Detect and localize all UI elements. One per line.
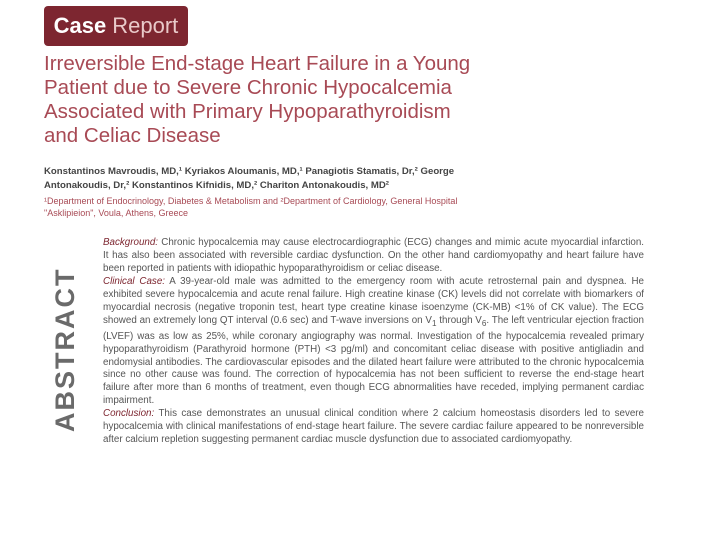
badge-word-report: Report bbox=[112, 13, 179, 38]
clinical-case-text-a: A 39-year-old male was admitted to the emergency room with acute retrosternal pain and dyspnea. He exhibited severe hypocalcemia and acute renal failure. High creatine kinase (CK) levels did not correlate with biomarkers of myocardial necrosis (negative troponin test, heart type creatine kinase isoenzyme (CK-MB) <1% of CK value). The ECG showed an extremely long QT interval (0.6 sec) and T-wave inversions on V bbox=[103, 275, 644, 326]
background-text: Chronic hypocalcemia may cause electrocardiographic (ECG) changes and mimic acute myocardial infarction. It has also been associated with reversible cardiac dysfunction. On the other hand cardiomyopathy and heart failure have been reported in patients with idiopathic hypoparathyroidism or celiac disease. bbox=[103, 237, 644, 274]
conclusion-label: Conclusion: bbox=[103, 408, 155, 420]
abstract-body bbox=[103, 237, 644, 447]
abstract-side-label: ABSTRACT bbox=[50, 267, 80, 432]
lead-subscript-1: 1 bbox=[431, 318, 437, 328]
article-title: Irreversible End-stage Heart Failure in a Young Patient due to Severe Chronic Hypocalcemia Associated with Primary Hypoparathyroidism and Celiac Disease bbox=[44, 52, 471, 147]
badge-word-case: Case bbox=[53, 13, 107, 38]
case-report-badge bbox=[44, 6, 188, 46]
lead-subscript-6: 6 bbox=[481, 318, 487, 328]
conclusion-text: This case demonstrates an unusual clinical condition where 2 calcium homeostasis disorders led to severe hypocalcemia with clinical manifestations of end-stage heart failure. The severe cardiac failure appeared to be nonreversible after calcium repletion suggesting permanent cardiac muscle dysfunction due to associated cardiomyopathy. bbox=[103, 408, 644, 446]
abstract-background bbox=[103, 237, 644, 276]
affiliations: ¹Department of Endocrinology, Diabetes & Metabolism and ²Department of Cardiology, General Hospital "Asklipieion", Voula, Athens, Greece bbox=[44, 196, 458, 218]
background-label: Background: bbox=[103, 237, 159, 248]
author-list: Konstantinos Mavroudis, MD,¹ Kyriakos Aloumanis, MD,¹ Panagiotis Stamatis, Dr,² George Antonakoudis, Dr,² Konstantinos Kifnidis, MD,² Chariton Antonakoudis, MD² bbox=[44, 166, 455, 191]
clinical-case-text-c: . The left ventricular ejection fraction (LVEF) was as low as 25%, while coronary angiography was normal. Investigation of the hypocalcemia revealed primary hypoparathyroidism (Parathyroid hormone (PTH) <3 pg/ml) and concomitant celiac disease with positive antigliadin and endomysial antibodies. The cardiovascular episodes and the dilated heart failure were attributed to the chronic hypocalcemia since no other cause was found. The correction of hypocalcemia has not been sufficient to reverse the end-stage heart failure after more than 6 months of treatment, even though ECG abnormalities have receded, implying permanent cardiac impairment. bbox=[103, 314, 644, 407]
abstract-conclusion bbox=[103, 408, 644, 447]
clinical-case-text-b: through V bbox=[436, 314, 482, 326]
abstract-clinical-case bbox=[103, 276, 644, 408]
clinical-case-label: Clinical Case: bbox=[103, 275, 165, 287]
